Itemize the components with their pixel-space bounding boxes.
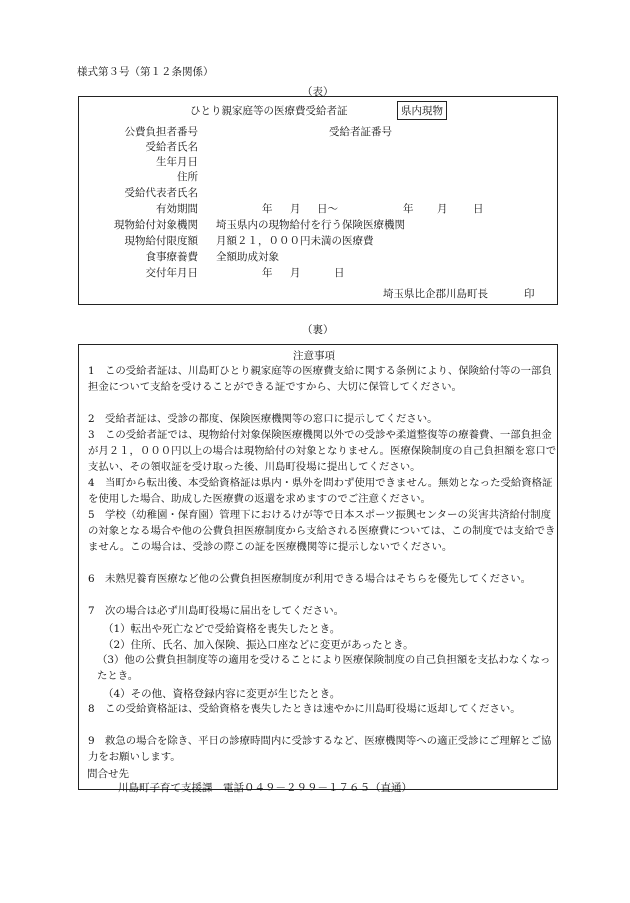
note-2: 2 受給者証は、受診の都度、保険医療機関等の窓口に提示してください。 (88, 413, 438, 425)
note-1: 1 この受給者証は、川島町ひとり親家庭等の医療費支給に関する条例により、保険給付等の一部負担金について支給を受けることができる証ですから、大切に保管してください。 (88, 365, 552, 393)
card-title: ひとり親家庭等の医療費受給者証 (190, 105, 348, 117)
front-card (78, 96, 558, 305)
note-7: 7 次の場合は必ず川島町役場に届出をしてください。 (88, 605, 344, 617)
note-3: 3 この受給者証では、現物給付対象保険医療機関以外での受診や柔道整復等の療養費、一部負担金が月２１，０００円以上の場合は現物給付の対象となりません。医療保険制度の自己負担額を窓口で支払い、その領収証を受け取った後、川島町役場に提出してください。 (88, 429, 557, 473)
issuer: 埼玉県比企郡川島町長 (383, 288, 488, 300)
field-label: 現物給付対象機関 (114, 219, 198, 231)
recipient-number-label: 受給者証番号 (329, 126, 392, 138)
validity-month: 月 (290, 203, 301, 215)
field-label: 住所 (177, 171, 198, 183)
note-4: 4 当町から転出後、本受給資格証は県内・県外を問わず使用できません。無効となった受給資格証を使用した場合、助成した医療費の返還を求めますのでご注意ください。 (88, 477, 553, 505)
sub-item-4: （4）その他、資格登録内容に変更が生じたとき。 (103, 688, 341, 700)
validity-day-to: 日 (473, 203, 484, 215)
back-card (78, 344, 558, 790)
front-heading: （表） (302, 86, 334, 98)
issue-year: 年 (262, 267, 273, 279)
validity-day-from: 日〜 (317, 203, 338, 215)
validity-year: 年 (262, 203, 273, 215)
field-value: 月額２１，０００円未満の医療費 (216, 235, 374, 247)
field-value: 全額助成対象 (216, 251, 279, 263)
note-5: 5 学校（幼稚園・保育園）管理下におけるけが等で日本スポーツ振興センターの災害共済給付制度の対象となる場合や他の公費負担医療制度から支給される医療費については、この制度では支給できません。この場合は、受診の際この証を医療機関等に提示しないでください。 (88, 509, 556, 553)
field-label: 受給者氏名 (145, 141, 198, 153)
notes-title: 注意事項 (293, 350, 335, 362)
note-6: 6 未熟児養育医療など他の公費負担医療制度が利用できる場合はそちらを優先してください。 (88, 573, 532, 585)
contact-info: 川島町子育て支援課 電話０４９－２９９－１７６５（直通） (118, 782, 412, 794)
field-value: 埼玉県内の現物給付を行う保険医療機関 (216, 219, 405, 231)
stamp-box: 県内現物 (397, 101, 447, 120)
issue-month: 月 (290, 267, 301, 279)
issue-day: 日 (334, 267, 345, 279)
field-label: 現物給付限度額 (124, 235, 198, 247)
back-heading: （裏） (302, 324, 334, 336)
field-label: 受給代表者氏名 (124, 187, 198, 199)
validity-year-to: 年 (403, 203, 414, 215)
field-label: 生年月日 (156, 156, 198, 168)
form-number: 様式第３号（第１２条関係） (77, 66, 214, 78)
note-9: 9 救急の場合を除き、平日の診療時間内に受診するなど、医療機関等への適正受診にご理解とご協力をお願いします。 (88, 735, 552, 763)
field-label: 有効期間 (156, 203, 198, 215)
sub-item-2: （2）住所、氏名、加入保険、振込口座などに変更があったとき。 (103, 639, 414, 651)
contact-label: 問合せ先 (87, 768, 129, 780)
sub-item-1: （1）転出や死亡などで受給資格を喪失したとき。 (103, 623, 341, 635)
field-label: 交付年月日 (145, 267, 198, 279)
validity-month-to: 月 (437, 203, 448, 215)
field-label: 公費負担者番号 (124, 126, 198, 138)
seal: 印 (524, 288, 535, 300)
note-8: 8 この受給資格証は、受給資格を喪失したときは速やかに川島町役場に返却してください。 (88, 703, 521, 715)
field-label: 食事療養費 (145, 251, 198, 263)
sub-item-3: （3）他の公費負担制度等の適用を受けることにより医療保険制度の自己負担額を支払わなくなったとき。 (97, 654, 551, 682)
